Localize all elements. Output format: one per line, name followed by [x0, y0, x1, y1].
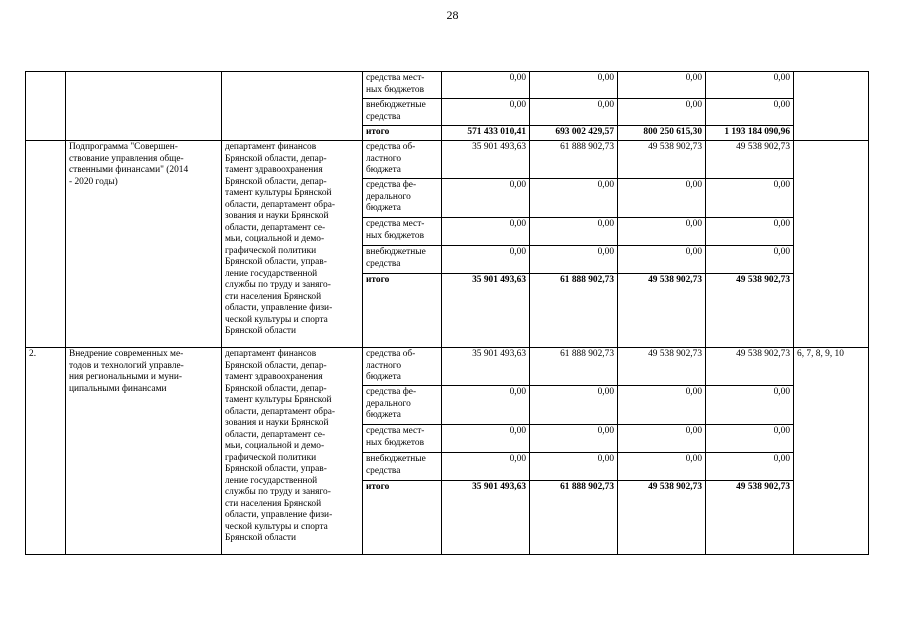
amount-cell: 0,00: [618, 99, 706, 126]
amount-cell: 35 901 493,63: [442, 348, 530, 386]
amount-cell: 0,00: [530, 179, 618, 218]
amount-cell: 0,00: [530, 72, 618, 99]
amount-cell: 0,00: [618, 386, 706, 425]
amount-cell: 35 901 493,63: [442, 274, 530, 348]
amount-cell: 0,00: [618, 246, 706, 274]
amount-cell: 61 888 902,73: [530, 141, 618, 179]
amount-cell: 0,00: [442, 453, 530, 481]
amount-cell: 49 538 902,73: [706, 481, 794, 555]
amount-cell: 0,00: [530, 246, 618, 274]
table-row: [26, 141, 869, 179]
executor-cell: департамент финансов Брянской области, депар- тамент здравоохранения Брянской области, депар- тамент культуры Брянской области, департамент обра- зования и науки Брянской области, департамент се- мьи, социальной и демо- графической политики Брянской области, управ- ление государственной службы по труду и заняго- сти населения Брянской области, управление физи- ческой культуры и спорта Брянской области: [222, 141, 363, 348]
source-cell: средства об- ластного бюджета: [363, 348, 442, 386]
amount-cell: 61 888 902,73: [530, 274, 618, 348]
amount-cell: 0,00: [618, 72, 706, 99]
amount-cell: 0,00: [530, 218, 618, 246]
no-cell: [26, 141, 66, 348]
amount-cell: 49 538 902,73: [618, 348, 706, 386]
name-cell: [66, 72, 222, 141]
amount-cell: 1 193 184 090,96: [706, 126, 794, 141]
amount-cell: 0,00: [442, 179, 530, 218]
indicators-cell: [794, 72, 869, 141]
amount-cell: 0,00: [706, 453, 794, 481]
amount-cell: 0,00: [618, 179, 706, 218]
source-cell: средства фе- дерального бюджета: [363, 179, 442, 218]
indicators-cell: [794, 141, 869, 348]
amount-cell: 0,00: [442, 99, 530, 126]
source-cell: итого: [363, 274, 442, 348]
amount-cell: 0,00: [706, 179, 794, 218]
amount-cell: 0,00: [618, 425, 706, 453]
page-number: 28: [446, 8, 459, 22]
amount-cell: 0,00: [706, 72, 794, 99]
name-cell: Внедрение современных ме- тодов и технологий управле- ния региональными и муни- ципальными финансами: [66, 348, 222, 555]
amount-cell: 0,00: [706, 246, 794, 274]
source-cell: внебюджетные средства: [363, 99, 442, 126]
amount-cell: 49 538 902,73: [618, 274, 706, 348]
amount-cell: 0,00: [442, 246, 530, 274]
amount-cell: 0,00: [442, 72, 530, 99]
amount-cell: 0,00: [706, 386, 794, 425]
amount-cell: 0,00: [530, 453, 618, 481]
amount-cell: 61 888 902,73: [530, 348, 618, 386]
source-cell: внебюджетные средства: [363, 453, 442, 481]
executor-cell: [222, 72, 363, 141]
amount-cell: 0,00: [706, 99, 794, 126]
amount-cell: 35 901 493,63: [442, 481, 530, 555]
name-cell: Подпрограмма "Совершен- ствование управления обще- ственными финансами" (2014 - 2020 годы): [66, 141, 222, 348]
amount-cell: 0,00: [442, 218, 530, 246]
executor-cell: департамент финансов Брянской области, депар- тамент здравоохранения Брянской области, депар- тамент культуры Брянской области, департамент обра- зования и науки Брянской области, департамент се- мьи, социальной и демо- графической политики Брянской области, управ- ление государственной службы по труду и заняго- сти населения Брянской области, управление физи- ческой культуры и спорта Брянской области: [222, 348, 363, 555]
amount-cell: 0,00: [706, 218, 794, 246]
amount-cell: 61 888 902,73: [530, 481, 618, 555]
amount-cell: 49 538 902,73: [618, 141, 706, 179]
amount-cell: 0,00: [618, 218, 706, 246]
amount-cell: 49 538 902,73: [706, 348, 794, 386]
source-cell: средства мест- ных бюджетов: [363, 218, 442, 246]
source-cell: средства фе- дерального бюджета: [363, 386, 442, 425]
amount-cell: 49 538 902,73: [618, 481, 706, 555]
amount-cell: 0,00: [442, 386, 530, 425]
no-cell: 2.: [26, 348, 66, 555]
amount-cell: 0,00: [706, 425, 794, 453]
amount-cell: 693 002 429,57: [530, 126, 618, 141]
source-cell: средства об- ластного бюджета: [363, 141, 442, 179]
budget-table: [25, 71, 869, 555]
source-cell: средства мест- ных бюджетов: [363, 425, 442, 453]
amount-cell: 571 433 010,41: [442, 126, 530, 141]
amount-cell: 0,00: [530, 386, 618, 425]
amount-cell: 0,00: [442, 425, 530, 453]
amount-cell: 0,00: [530, 425, 618, 453]
source-cell: средства мест- ных бюджетов: [363, 72, 442, 99]
table-row: [26, 72, 869, 99]
indicators-cell: 6, 7, 8, 9, 10: [794, 348, 869, 555]
amount-cell: 0,00: [530, 99, 618, 126]
amount-cell: 49 538 902,73: [706, 274, 794, 348]
amount-cell: 49 538 902,73: [706, 141, 794, 179]
source-cell: внебюджетные средства: [363, 246, 442, 274]
no-cell: [26, 72, 66, 141]
source-cell: итого: [363, 126, 442, 141]
amount-cell: 800 250 615,30: [618, 126, 706, 141]
table-row: [26, 348, 869, 386]
amount-cell: 35 901 493,63: [442, 141, 530, 179]
amount-cell: 0,00: [618, 453, 706, 481]
source-cell: итого: [363, 481, 442, 555]
